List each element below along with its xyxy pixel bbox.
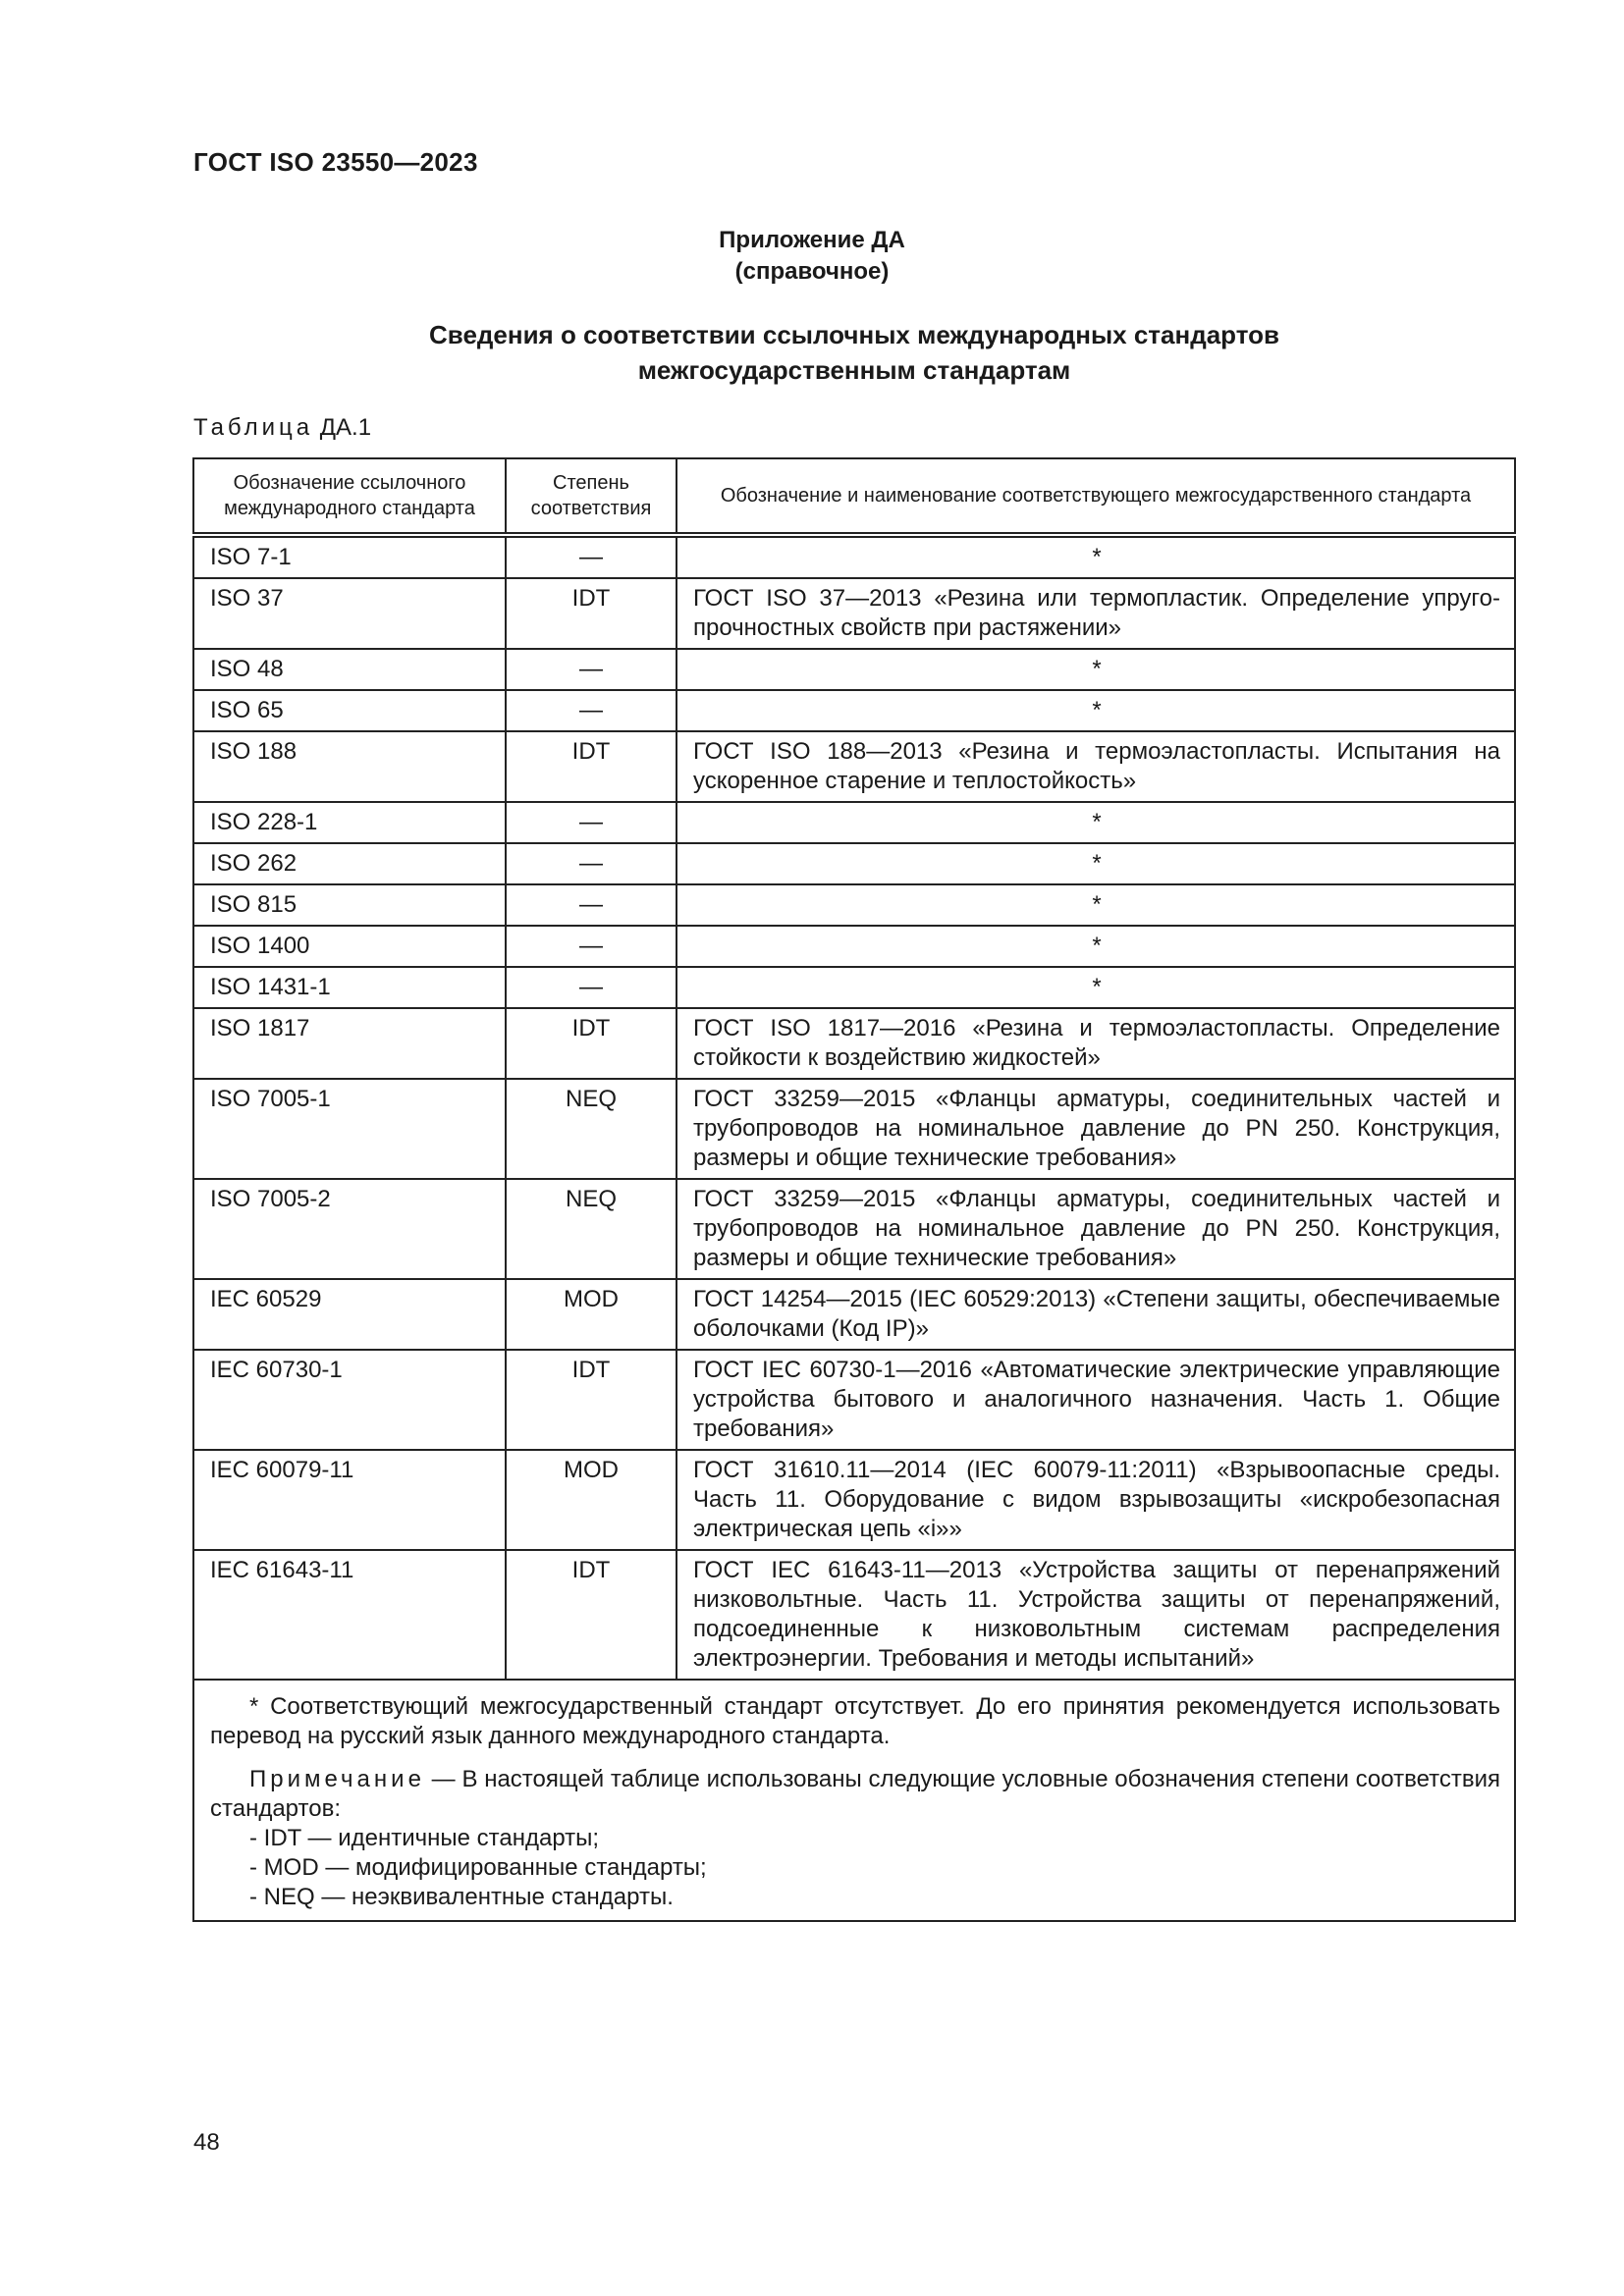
cell-degree: IDT <box>506 1350 677 1450</box>
table-row <box>193 1008 1515 1079</box>
section-title-line-2: межгосударственным стандартам <box>637 355 1071 385</box>
table-row <box>193 731 1515 802</box>
header-interstate-standard: Обозначение и наименование соответствующего межгосударственного стандарта <box>677 458 1515 535</box>
table-row <box>193 1179 1515 1279</box>
table-caption-prefix: Таблица <box>193 414 314 441</box>
cell-interstate-standard: ГОСТ ISO 1817—2016 «Резина и термоэластопласты. Определение стойкости к воздействию жидкостей» <box>677 1008 1515 1079</box>
cell-degree: MOD <box>506 1279 677 1350</box>
cell-interstate-standard: * <box>677 926 1515 967</box>
correspondence-table-wrapper <box>192 457 1514 1922</box>
cell-standard-code: ISO 7005-1 <box>193 1079 506 1179</box>
cell-degree: IDT <box>506 1008 677 1079</box>
cell-degree: — <box>506 884 677 926</box>
table-row <box>193 578 1515 649</box>
cell-interstate-standard: ГОСТ 33259—2015 «Фланцы арматуры, соединительных частей и трубопроводов на номинальное давление до PN 250. Конструкция, размеры и общие технические требования» <box>677 1179 1515 1279</box>
cell-standard-code: ISO 1817 <box>193 1008 506 1079</box>
cell-standard-code: ISO 1400 <box>193 926 506 967</box>
cell-degree: — <box>506 535 677 578</box>
cell-standard-code: IEC 60079-11 <box>193 1450 506 1550</box>
table-row <box>193 1079 1515 1179</box>
cell-standard-code: ISO 815 <box>193 884 506 926</box>
cell-degree: — <box>506 967 677 1008</box>
table-row <box>193 802 1515 843</box>
table-caption <box>193 414 371 442</box>
table-row <box>193 967 1515 1008</box>
cell-interstate-standard: * <box>677 649 1515 690</box>
cell-degree: IDT <box>506 578 677 649</box>
cell-degree: NEQ <box>506 1079 677 1179</box>
cell-degree: — <box>506 843 677 884</box>
cell-standard-code: ISO 65 <box>193 690 506 731</box>
cell-standard-code: ISO 188 <box>193 731 506 802</box>
annex-subtitle: (справочное) <box>734 258 890 285</box>
header-degree-of-conformity: Степень соответствия <box>506 458 677 535</box>
header-international-standard: Обозначение ссылочного международного стандарта <box>193 458 506 535</box>
section-title <box>0 317 1624 388</box>
footnote: * Соответствующий межгосударственный стандарт отсутствует. До его принятия рекомендуется использовать перевод на русский язык данного международного стандарта. <box>210 1693 1500 1749</box>
page-number: 48 <box>193 2129 220 2156</box>
annex-heading <box>0 225 1624 288</box>
cell-interstate-standard: ГОСТ ISO 37—2013 «Резина или термопластик. Определение упруго-прочностных свойств при растяжении» <box>677 578 1515 649</box>
table-header-row <box>193 458 1515 535</box>
cell-interstate-standard: ГОСТ IEC 61643-11—2013 «Устройства защиты от перенапряжений низковольтные. Часть 11. Устройства защиты от перенапряжений, подсоединенные к низковольтным системам распределения электроэнергии. Требования и методы испытаний» <box>677 1550 1515 1680</box>
cell-degree: MOD <box>506 1450 677 1550</box>
cell-interstate-standard: * <box>677 535 1515 578</box>
note-label: Примечание <box>249 1766 425 1792</box>
cell-standard-code: ISO 37 <box>193 578 506 649</box>
table-footer <box>192 1681 1516 1922</box>
cell-standard-code: IEC 60730-1 <box>193 1350 506 1450</box>
cell-interstate-standard: * <box>677 690 1515 731</box>
table-row <box>193 535 1515 578</box>
cell-standard-code: ISO 228-1 <box>193 802 506 843</box>
cell-degree: — <box>506 926 677 967</box>
cell-interstate-standard: ГОСТ 14254—2015 (IEC 60529:2013) «Степени защиты, обеспечиваемые оболочками (Код IP)» <box>677 1279 1515 1350</box>
document-code-header: ГОСТ ISO 23550—2023 <box>193 147 478 177</box>
table-row <box>193 1550 1515 1680</box>
table-row <box>193 649 1515 690</box>
cell-interstate-standard: * <box>677 802 1515 843</box>
note-item: - MOD — модифицированные стандарты; <box>249 1854 707 1881</box>
note-item: - NEQ — неэквивалентные стандарты. <box>249 1884 674 1910</box>
table-body <box>193 535 1515 1680</box>
cell-interstate-standard: * <box>677 967 1515 1008</box>
section-title-line-1: Сведения о соответствии ссылочных международных стандартов <box>429 320 1279 349</box>
cell-degree: — <box>506 802 677 843</box>
cell-interstate-standard: * <box>677 843 1515 884</box>
cell-standard-code: ISO 48 <box>193 649 506 690</box>
note-item: - IDT — идентичные стандарты; <box>249 1825 600 1851</box>
cell-interstate-standard: ГОСТ IEC 60730-1—2016 «Автоматические электрические управляющие устройства бытового и аналогичного назначения. Часть 1. Общие требования» <box>677 1350 1515 1450</box>
table-row <box>193 1450 1515 1550</box>
table-row <box>193 843 1515 884</box>
table-row <box>193 926 1515 967</box>
cell-degree: — <box>506 649 677 690</box>
table-caption-number: ДА.1 <box>319 414 372 441</box>
cell-standard-code: ISO 7005-2 <box>193 1179 506 1279</box>
cell-degree: IDT <box>506 731 677 802</box>
cell-interstate-standard: ГОСТ 31610.11—2014 (IEC 60079-11:2011) «Взрывоопасные среды. Часть 11. Оборудование с видом взрывозащиты «искробезопасная электрическая цепь «i»» <box>677 1450 1515 1550</box>
cell-degree: IDT <box>506 1550 677 1680</box>
table-row <box>193 884 1515 926</box>
note <box>210 1765 1500 1824</box>
table-row <box>193 690 1515 731</box>
cell-interstate-standard: ГОСТ ISO 188—2013 «Резина и термоэластопласты. Испытания на ускоренное старение и теплостойкость» <box>677 731 1515 802</box>
table-row <box>193 1350 1515 1450</box>
cell-degree: — <box>506 690 677 731</box>
correspondence-table <box>192 457 1516 1681</box>
cell-interstate-standard: * <box>677 884 1515 926</box>
note-text: — В настоящей таблице использованы следующие условные обозначения степени соответствия стандартов: <box>210 1766 1500 1822</box>
table-row <box>193 1279 1515 1350</box>
annex-title: Приложение ДА <box>719 227 905 253</box>
cell-standard-code: ISO 262 <box>193 843 506 884</box>
cell-standard-code: IEC 61643-11 <box>193 1550 506 1680</box>
cell-standard-code: ISO 1431-1 <box>193 967 506 1008</box>
cell-standard-code: IEC 60529 <box>193 1279 506 1350</box>
cell-standard-code: ISO 7-1 <box>193 535 506 578</box>
cell-degree: NEQ <box>506 1179 677 1279</box>
cell-interstate-standard: ГОСТ 33259—2015 «Фланцы арматуры, соединительных частей и трубопроводов на номинальное давление до PN 250. Конструкция, размеры и общие технические требования» <box>677 1079 1515 1179</box>
